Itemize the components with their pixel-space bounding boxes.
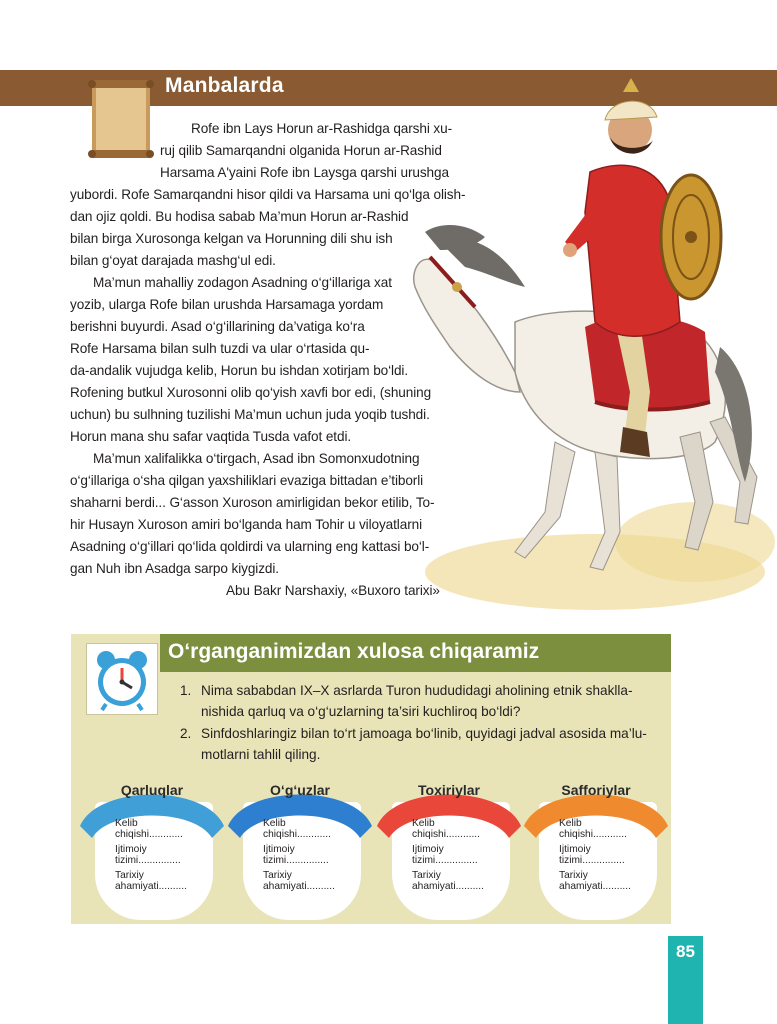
card-field-historical: Tarixiy ahamiyati..........: [412, 870, 484, 892]
dynasty-card-safforiylar: [522, 774, 670, 922]
source-text-line: uchun) bu sulhning tuzilishi Ma’mun uchun juda yoqib tushdi.: [70, 407, 430, 422]
source-text-line: o‘g‘illariga o‘sha qilgan yaxshiliklari evaziga bittadan e’tiborli: [70, 473, 424, 488]
source-text-line: bilan g‘oyat darajada mashg‘ul edi.: [70, 253, 276, 268]
source-text-line: da-andalik vujudga kelib, Horun bu ishdan xotirjam bo‘ldi.: [70, 363, 409, 378]
card-field-historical: Tarixiy ahamiyati..........: [263, 870, 335, 892]
card-field-social: Ijtimoiy tizimi...............: [559, 844, 625, 866]
source-attribution: Abu Bakr Narshaxiy, «Buxoro tarixi»: [226, 583, 440, 598]
source-text-line: Ma’mun mahalliy zodagon Asadning o‘g‘illariga xat: [93, 275, 392, 290]
card-field-origin: Kelib chiqishi............: [263, 818, 331, 840]
question-number: 2.: [180, 726, 192, 741]
source-text-line: Rofe ibn Lays Horun ar-Rashidga qarshi xu-: [191, 121, 453, 136]
card-field-historical: Tarixiy ahamiyati..........: [559, 870, 631, 892]
sources-title: Manbalarda: [165, 74, 284, 97]
card-field-social: Ijtimoiy tizimi...............: [412, 844, 478, 866]
question-text: motlarni tahlil qiling.: [201, 747, 321, 762]
card-field-origin: Kelib chiqishi............: [115, 818, 183, 840]
source-text-line: dan ojiz qoldi. Bu hodisa sabab Ma’mun Horun ar-Rashid: [70, 209, 409, 224]
dynasty-card-qarluqlar: [78, 774, 226, 922]
question-text: Nima sababdan IX–X asrlarda Turon hududidagi aholining etnik shaklla-: [201, 683, 633, 698]
scroll-icon: [86, 78, 156, 160]
card-title: Safforiylar: [561, 782, 631, 798]
card-field-social: Ijtimoiy tizimi...............: [263, 844, 329, 866]
card-title: O‘g‘uzlar: [270, 782, 330, 798]
source-text-line: shaharni berdi... G‘asson Xuroson amirligidan bekor etilib, To-: [70, 495, 435, 510]
alarm-clock-icon: [90, 646, 154, 712]
summary-title: O‘rganganimizdan xulosa chiqaramiz: [168, 640, 540, 663]
source-text-line: Harsama A'yaini Rofe ibn Laysga qarshi urushga: [160, 165, 449, 180]
source-text-line: Rofening butkul Xurosonni olib qo‘yish xavfi bor edi, (shuning: [70, 385, 432, 400]
card-field-social: Ijtimoiy tizimi...............: [115, 844, 181, 866]
question-text: nishida qarluq va o‘g‘uzlarning ta’siri kuchliroq bo‘ldi?: [201, 704, 521, 719]
card-field-origin: Kelib chiqishi............: [559, 818, 627, 840]
source-text-line: yozib, ularga Rofe bilan urushda Harsamaga yordam: [70, 297, 384, 312]
dynasty-card-oguzlar: [226, 774, 374, 922]
source-text-line: Ma’mun xalifalikka o‘tirgach, Asad ibn Somonxudotning: [93, 451, 420, 466]
question-number: 1.: [180, 683, 192, 698]
source-text-line: Asadning o‘g‘illari qo‘lida qoldirdi va ularning eng kattasi bo‘l-: [70, 539, 430, 554]
source-text-line: hir Husayn Xuroson amiri bo‘lganda ham Tohir u viloyatlarni: [70, 517, 422, 532]
source-text-line: ruj qilib Samarqandni olganida Horun ar-Rashid: [160, 143, 442, 158]
card-title: Toxiriylar: [418, 782, 480, 798]
source-text-line: yubordi. Rofe Samarqandni hisor qildi va Harsama uni qo‘lga olish-: [70, 187, 466, 202]
source-text-line: gan Nuh ibn Asadga sarpo kiygizdi.: [70, 561, 279, 576]
source-text-line: bilan birga Xurosonga kelgan va Horunning dili shu ish: [70, 231, 393, 246]
page-number: 85: [676, 942, 695, 961]
card-title: Qarluqlar: [120, 782, 184, 798]
dynasty-card-toxiriylar: [375, 774, 523, 922]
source-text-line: Rofe Harsama bilan sulh tuzdi va ular o‘rtasida qu-: [70, 341, 370, 356]
warrior-horse-illustration: [395, 72, 777, 612]
card-field-origin: Kelib chiqishi............: [412, 818, 480, 840]
question-text: Sinfdoshlaringiz bilan to‘rt jamoaga bo‘linib, quyidagi jadval asosida ma’lu-: [201, 726, 647, 741]
source-text-line: berishni buyurdi. Asad o‘g‘illarining da’vatiga ko‘ra: [70, 319, 365, 334]
card-field-historical: Tarixiy ahamiyati..........: [115, 870, 187, 892]
source-text-line: Horun mana shu safar vaqtida Tusda vafot etdi.: [70, 429, 352, 444]
